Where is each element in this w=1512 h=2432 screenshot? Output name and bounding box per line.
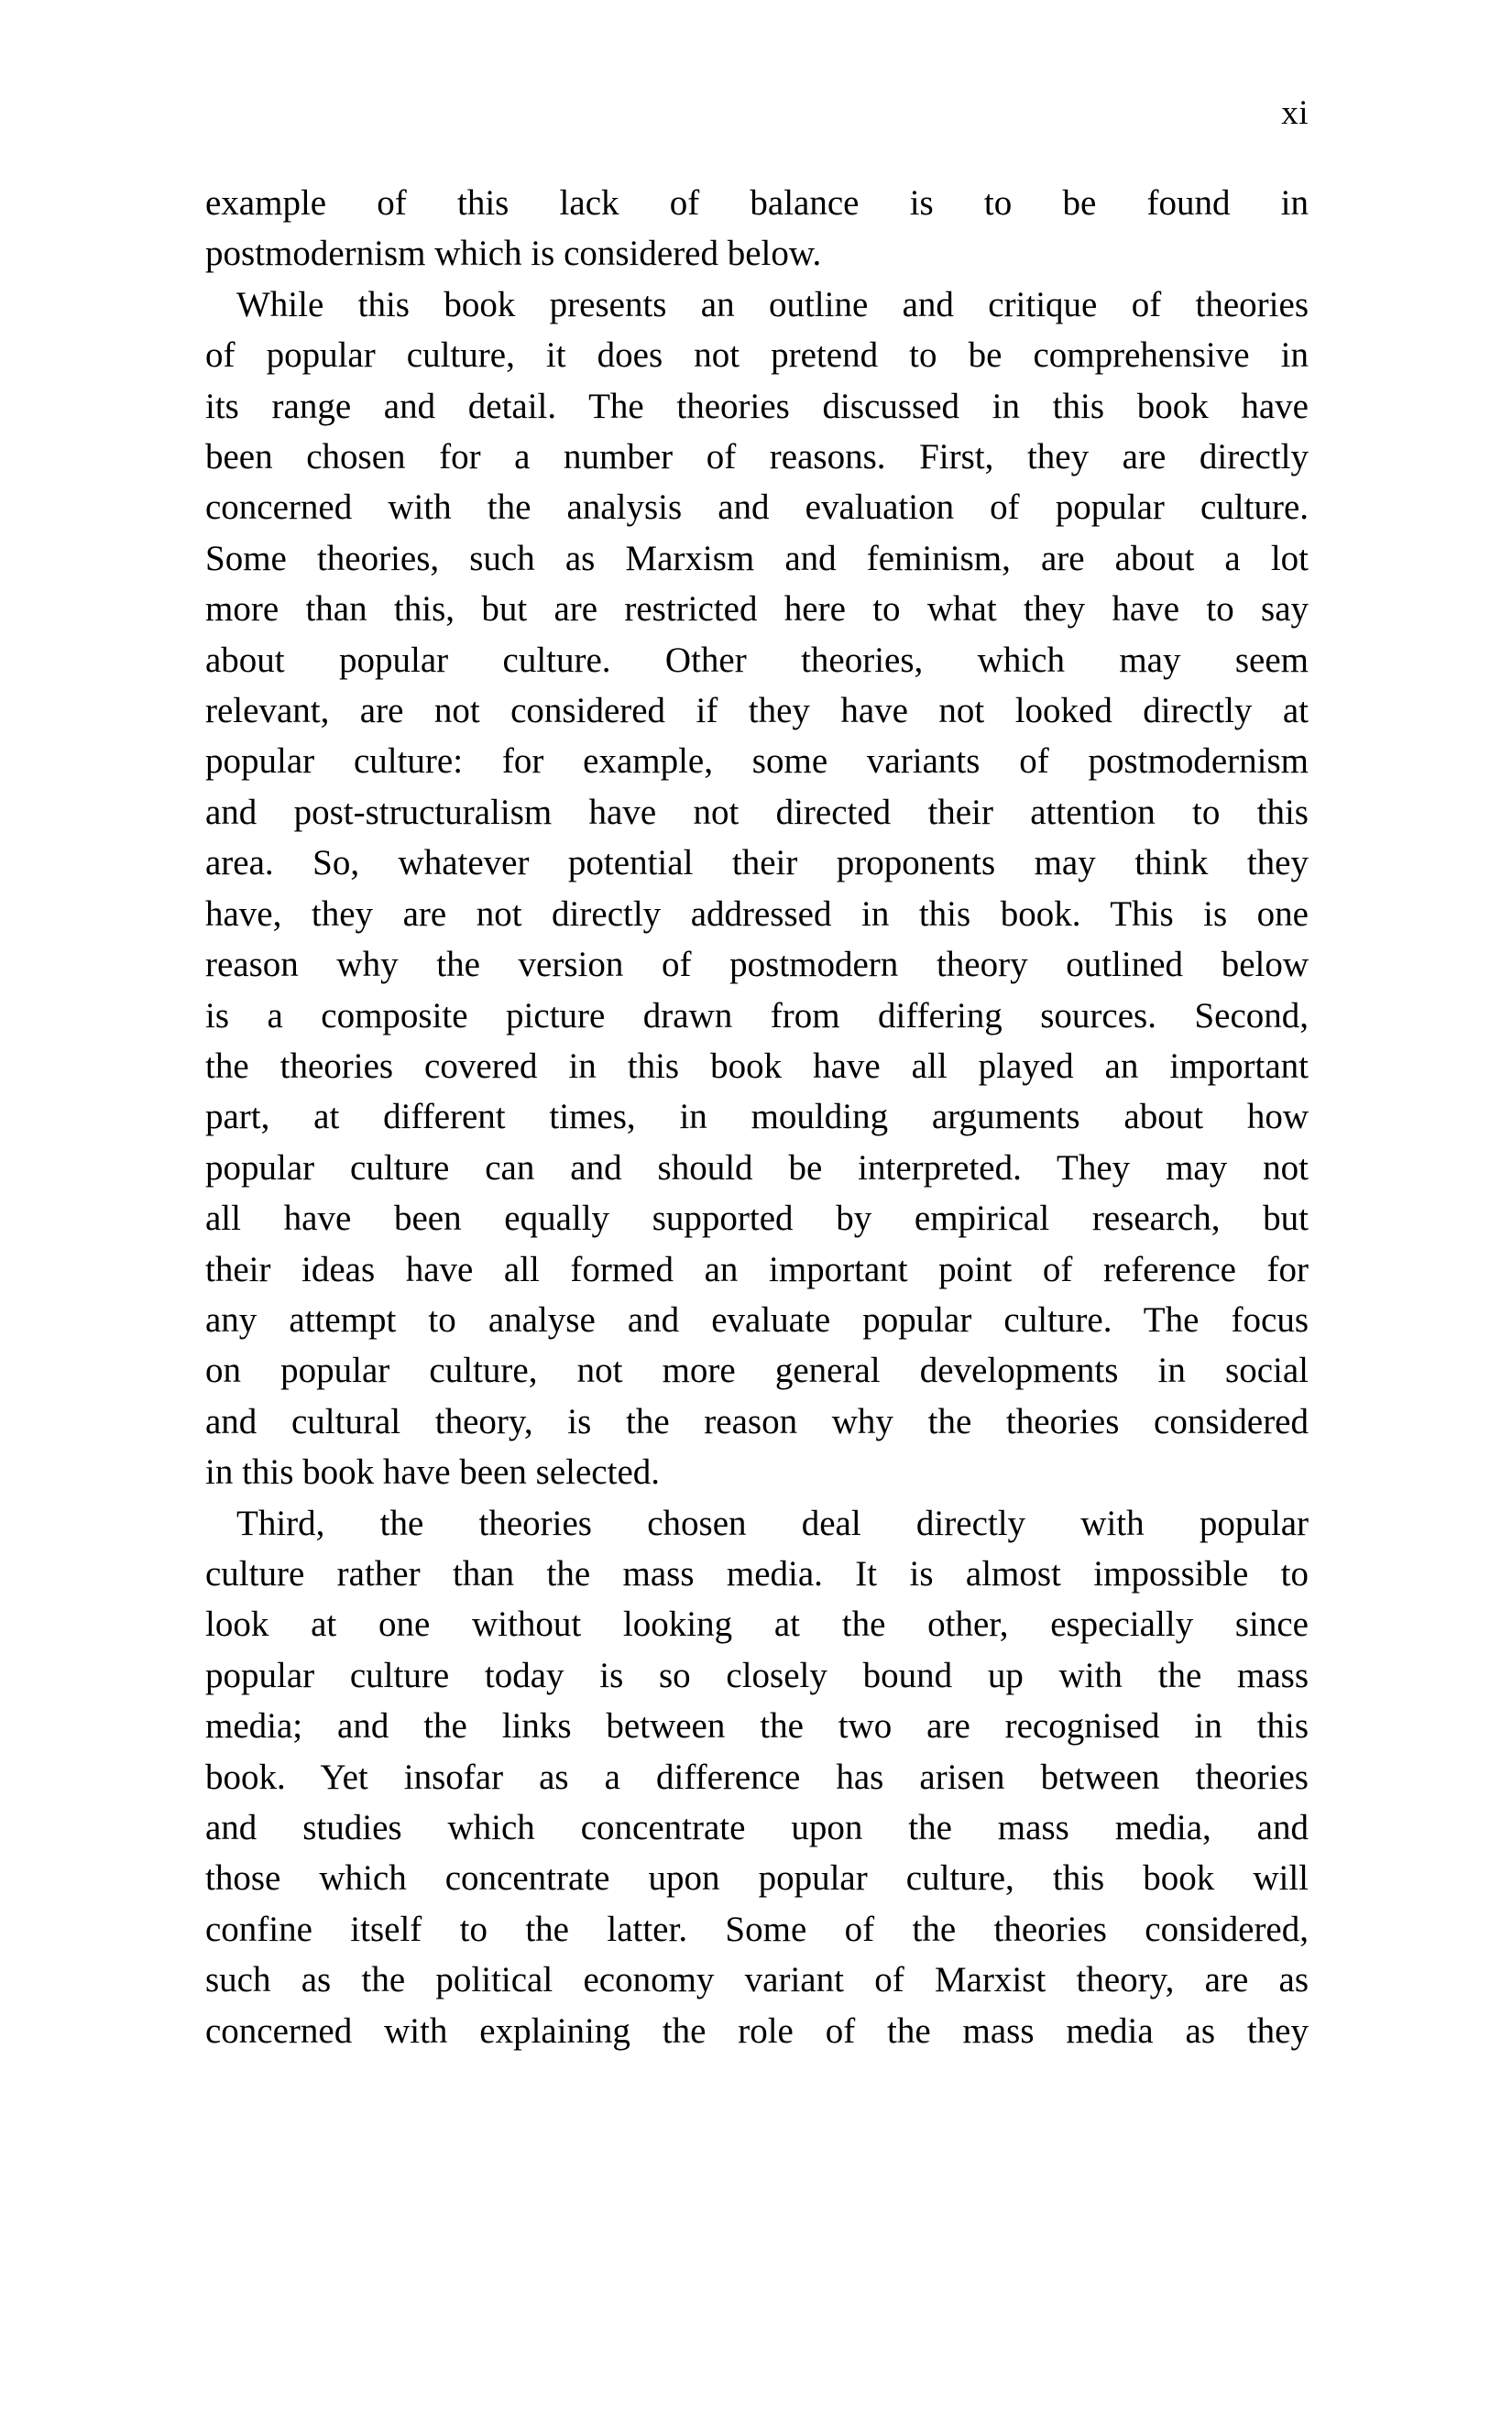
text-line: more than this, but are restricted here to what they have to say	[205, 589, 1309, 630]
text-line: Third, the theories chosen deal directly with popular	[236, 1503, 1309, 1543]
text-line: reason why the version of postmodern theory outlined below	[205, 945, 1309, 985]
page-body	[205, 178, 1309, 2056]
text-line: any attempt to analyse and evaluate popular culture. The focus	[205, 1299, 1309, 1340]
text-line: all have been equally supported by empirical research, but	[205, 1199, 1309, 1239]
book-page	[0, 95, 1512, 2432]
text-line: and cultural theory, is the reason why the theories considered	[205, 1401, 1309, 1441]
text-line: of popular culture, it does not pretend to be comprehensive in	[205, 335, 1309, 376]
text-line: area. So, whatever potential their proponents may think they	[205, 843, 1309, 883]
text-line: book. Yet insofar as a difference has arisen between theories	[205, 1757, 1309, 1797]
text-line: those which concentrate upon popular culture, this book will	[205, 1858, 1309, 1899]
text-line: media; and the links between the two are recognised in this	[205, 1706, 1309, 1747]
text-line: their ideas have all formed an important point of reference for	[205, 1249, 1309, 1289]
text-line: the theories covered in this book have all played an important	[205, 1046, 1309, 1086]
text-line: look at one without looking at the other, especially since	[205, 1605, 1309, 1645]
text-line: part, at different times, in moulding arguments about how	[205, 1097, 1309, 1137]
text-line: popular culture can and should be interpreted. They may not	[205, 1147, 1309, 1188]
text-line: such as the political economy variant of Marxist theory, are as	[205, 1960, 1309, 2000]
text-line: in this book have been selected.	[205, 1452, 661, 1493]
text-line: concerned with the analysis and evaluation of popular culture.	[205, 487, 1309, 528]
text-line: postmodernism which is considered below.	[205, 234, 822, 274]
text-line: its range and detail. The theories discussed in this book have	[205, 386, 1309, 426]
text-line: been chosen for a number of reasons. First, they are directly	[205, 437, 1309, 477]
text-line: culture rather than the mass media. It is almost impossible to	[205, 1553, 1309, 1594]
text-line: on popular culture, not more general developments in social	[205, 1351, 1309, 1391]
text-line: popular culture: for example, some variants of postmodernism	[205, 741, 1309, 782]
text-line: concerned with explaining the role of the mass media as they	[205, 2010, 1309, 2051]
text-line: about popular culture. Other theories, which may seem	[205, 640, 1309, 680]
text-line: relevant, are not considered if they have not looked directly at	[205, 691, 1309, 731]
text-line: have, they are not directly addressed in this book. This is one	[205, 893, 1309, 934]
text-line: and post-structuralism have not directed their attention to this	[205, 792, 1309, 832]
text-line: While this book presents an outline and critique of theories	[236, 284, 1309, 324]
page-number: xi	[1281, 94, 1309, 132]
text-line: Some theories, such as Marxism and feminism, are about a lot	[205, 538, 1309, 578]
text-line: is a composite picture drawn from differing sources. Second,	[205, 995, 1309, 1035]
text-line: confine itself to the latter. Some of the theories considered,	[205, 1909, 1309, 1949]
text-line: and studies which concentrate upon the mass media, and	[205, 1808, 1309, 1847]
text-column	[205, 95, 1309, 2056]
text-line: popular culture today is so closely bound up with the mass	[205, 1655, 1309, 1695]
text-line: example of this lack of balance is to be found in	[205, 183, 1309, 223]
